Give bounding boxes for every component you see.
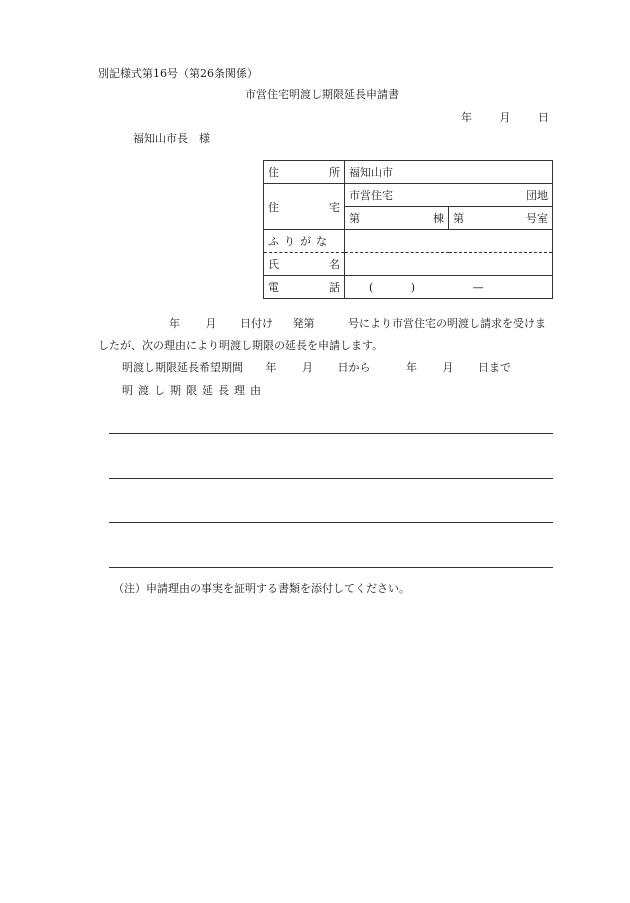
name-label-char-1: 氏 bbox=[268, 258, 279, 271]
address-label bbox=[264, 161, 345, 184]
name-label-char-2: 名 bbox=[329, 258, 340, 271]
phone-dash: — bbox=[472, 280, 484, 294]
housing-complex-field[interactable] bbox=[345, 184, 553, 207]
from-year-label: 年 bbox=[265, 361, 277, 374]
housing-label-char-1: 住 bbox=[268, 200, 279, 214]
name-label bbox=[264, 253, 345, 276]
date-line bbox=[461, 112, 549, 123]
reason-label: 明渡し期限延長理由 bbox=[122, 384, 266, 397]
date-month-label: 月 bbox=[499, 111, 511, 124]
name-row bbox=[264, 253, 553, 276]
phone-label-char-2: 話 bbox=[329, 281, 340, 294]
extension-period-line bbox=[122, 362, 511, 373]
request-line-1 bbox=[169, 318, 546, 329]
document-title: 市営住宅明渡し期限延長申請書 bbox=[245, 88, 399, 101]
furigana-label-text: ふりがな bbox=[268, 235, 332, 248]
address-value: 福知山市 bbox=[349, 166, 393, 179]
issue-year-label: 年 bbox=[169, 317, 180, 330]
name-field[interactable] bbox=[345, 253, 553, 276]
building-number-field[interactable] bbox=[345, 207, 449, 230]
address-row bbox=[264, 161, 553, 184]
date-day-label: 日 bbox=[538, 111, 549, 124]
date-year-label: 年 bbox=[461, 111, 472, 124]
footer-note: （注）申請理由の事実を証明する書類を添付してください。 bbox=[113, 582, 410, 595]
address-label-char-2: 所 bbox=[329, 166, 340, 179]
room-prefix: 第 bbox=[453, 212, 464, 225]
phone-row bbox=[264, 276, 553, 299]
period-label: 明渡し期限延長希望期間 bbox=[122, 361, 243, 374]
housing-row bbox=[264, 184, 553, 207]
housing-suffix: 団地 bbox=[526, 189, 548, 202]
reason-line-3[interactable] bbox=[109, 522, 553, 523]
housing-name: 市営住宅 bbox=[349, 189, 393, 202]
address-field[interactable] bbox=[345, 161, 553, 184]
form-number: 別記様式第16号（第26条関係） bbox=[98, 67, 258, 80]
furigana-label bbox=[264, 230, 345, 253]
building-suffix: 棟 bbox=[433, 212, 444, 225]
phone-paren-open: ( bbox=[369, 280, 374, 294]
issue-month-label: 月 bbox=[205, 317, 217, 330]
from-month-label: 月 bbox=[302, 361, 313, 374]
room-number-field[interactable] bbox=[449, 207, 553, 230]
phone-label bbox=[264, 276, 345, 299]
issue-date-suffix: 日付け bbox=[240, 317, 273, 330]
furigana-field[interactable] bbox=[345, 230, 553, 253]
housing-label bbox=[264, 184, 345, 230]
phone-paren-close: ) bbox=[410, 280, 416, 294]
furigana-row bbox=[264, 230, 553, 253]
room-suffix: 号室 bbox=[526, 212, 548, 225]
reason-line-1[interactable] bbox=[109, 433, 553, 434]
issue-number-prefix: 発第 bbox=[292, 317, 315, 330]
phone-field[interactable] bbox=[345, 276, 553, 299]
building-prefix: 第 bbox=[349, 212, 360, 225]
to-day-label: 日まで bbox=[478, 361, 511, 374]
phone-label-char-1: 電 bbox=[268, 281, 279, 294]
reason-line-4[interactable] bbox=[109, 567, 553, 568]
from-day-label: 日から bbox=[337, 361, 371, 374]
request-line-2: したが、次の理由により明渡し期限の延長を申請します。 bbox=[98, 339, 384, 352]
to-month-label: 月 bbox=[442, 361, 454, 374]
request-line-1-rest: 号により市営住宅の明渡し請求を受けま bbox=[348, 317, 546, 330]
addressee: 福知山市長 様 bbox=[133, 132, 210, 145]
reason-line-2[interactable] bbox=[109, 478, 553, 479]
applicant-table bbox=[263, 160, 553, 299]
address-label-char-1: 住 bbox=[268, 166, 279, 179]
to-year-label: 年 bbox=[406, 361, 417, 374]
housing-label-char-2: 宅 bbox=[329, 200, 340, 214]
